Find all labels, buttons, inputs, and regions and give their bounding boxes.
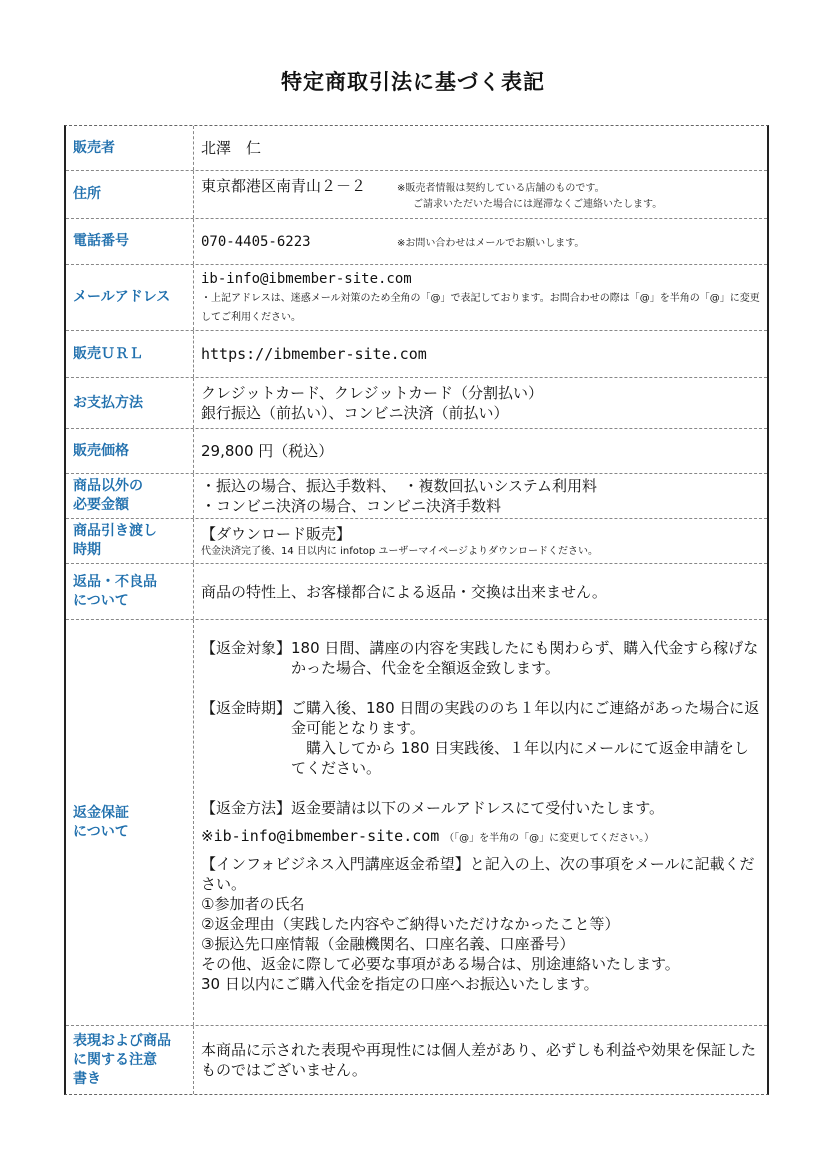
row-returns xyxy=(66,564,767,620)
value-returns: 商品の特性上、お客様都合による返品・交換は出来ません。 xyxy=(201,582,607,601)
label-refund-line-1: 返金保証 xyxy=(73,804,129,821)
value-address: 東京都港区南青山２－２ xyxy=(201,177,367,195)
refund-item-3: ③振込先口座情報（金融機関名、口座名義、口座番号） xyxy=(201,935,575,953)
label-phone: 電話番号 xyxy=(66,219,194,264)
refund-target-body: 180 日間、講座の内容を実践したにも関わらず、購入代金すら稼げなかった場合、代金を全額返金致します。 xyxy=(291,639,759,677)
delivery-line-2: 代金決済完了後、14 日以内に infotop ユーザーマイページよりダウンロードください。 xyxy=(201,545,599,557)
label-url: 販売ＵＲＬ xyxy=(66,331,194,377)
page-title: 特定商取引法に基づく表記 xyxy=(281,70,545,94)
row-address xyxy=(66,171,767,219)
payment-line-2: 銀行振込（前払い）、コンビニ決済（前払い） xyxy=(201,404,509,422)
label-fees-line-1: 商品以外の xyxy=(73,478,143,494)
refund-email: ※ib-info@ibmember-site.com xyxy=(201,827,440,845)
address-note-2: ご請求いただいた場合には遅滞なくご連絡いたします。 xyxy=(413,199,663,210)
row-fees xyxy=(66,474,767,519)
refund-instruction: 【インフォビジネス入門講座返金希望】と記入の上、次の事項をメールに記載ください。 xyxy=(201,855,755,893)
label-returns-line-1: 返品・不良品 xyxy=(73,573,157,590)
refund-timing-body-2: 購入してから 180 日実践後、１年以内にメールにて返金申請をしてください。 xyxy=(291,739,749,777)
row-delivery xyxy=(66,519,767,564)
label-delivery-line-1: 商品引き渡し xyxy=(73,523,157,539)
label-disclaimer-line-3: 書き xyxy=(73,1070,101,1087)
legal-notice-table xyxy=(64,125,769,1095)
value-seller: 北澤 仁 xyxy=(201,139,262,157)
email-note: ・上記アドレスは、迷惑メール対策のため全角の「@」で表記しております。お問合わせの際は「@」を半角の「@」に変更してご利用ください。 xyxy=(201,292,760,323)
label-returns-line-2: について xyxy=(73,592,129,609)
row-price xyxy=(66,429,767,474)
label-fees xyxy=(66,474,194,518)
refund-transfer: 30 日以内にご購入代金を指定の口座へお振込いたします。 xyxy=(201,975,599,993)
refund-timing-body-1: ご購入後、180 日間の実践ののち１年以内にご連絡があった場合に返金可能となります。 xyxy=(291,699,760,737)
refund-other: その他、返金に際して必要な事項がある場合は、別途連絡いたします。 xyxy=(201,955,680,973)
label-disclaimer-line-2: に関する注意 xyxy=(73,1051,157,1068)
phone-note: ※お問い合わせはメールでお願いします。 xyxy=(397,237,585,249)
delivery-line-1: 【ダウンロード販売】 xyxy=(201,524,352,543)
label-address: 住所 xyxy=(66,171,194,218)
value-price: 29,800 円（税込） xyxy=(201,442,334,460)
label-price: 販売価格 xyxy=(66,429,194,473)
refund-timing xyxy=(201,698,761,778)
label-fees-line-2: 必要金額 xyxy=(73,497,129,513)
label-refund xyxy=(66,620,194,1025)
payment-line-1: クレジットカード、クレジットカード（分割払い） xyxy=(201,384,544,402)
label-seller: 販売者 xyxy=(66,126,194,170)
address-note-1: ※販売者情報は契約している店舗のものです。 xyxy=(397,183,605,194)
refund-item-2: ②返金理由（実践した内容やご納得いただけなかったこと等） xyxy=(201,915,620,933)
label-disclaimer-line-1: 表現および商品 xyxy=(73,1032,171,1049)
refund-method: 【返金方法】返金要請は以下のメールアドレスにて受付いたします。 xyxy=(201,799,665,817)
refund-content xyxy=(194,620,767,1025)
fees-line-2: ・コンビニ決済の場合、コンビニ決済手数料 xyxy=(201,497,502,515)
row-refund xyxy=(66,620,767,1026)
row-url xyxy=(66,331,767,378)
refund-target-head: 【返金対象】 xyxy=(201,639,292,657)
fees-line-1: ・振込の場合、振込手数料、 ・複数回払いシステム利用料 xyxy=(201,477,598,495)
refund-target xyxy=(201,638,761,678)
label-refund-line-2: について xyxy=(73,823,129,840)
label-delivery-line-2: 時期 xyxy=(73,542,101,558)
value-phone: 070-4405-6223 xyxy=(201,233,311,250)
refund-item-1: ①参加者の氏名 xyxy=(201,895,305,913)
label-disclaimer xyxy=(66,1026,194,1094)
value-disclaimer: 本商品に示された表現や再現性には個人差があり、必ずしも利益や効果を保証したものではございません。 xyxy=(201,1041,757,1079)
label-returns xyxy=(66,564,194,619)
value-url: https://ibmember-site.com xyxy=(201,345,427,363)
row-seller xyxy=(66,126,767,171)
label-payment: お支払方法 xyxy=(66,378,194,428)
value-email: ib-info@ibmember-site.com xyxy=(201,270,412,287)
refund-timing-head: 【返金時期】 xyxy=(201,699,292,717)
row-payment xyxy=(66,378,767,429)
row-email xyxy=(66,265,767,331)
label-email: メールアドレス xyxy=(66,265,194,330)
label-delivery xyxy=(66,519,194,563)
row-phone xyxy=(66,219,767,265)
row-disclaimer xyxy=(66,1026,767,1094)
refund-email-note: （「@」を半角の「@」に変更してください。） xyxy=(444,833,655,844)
